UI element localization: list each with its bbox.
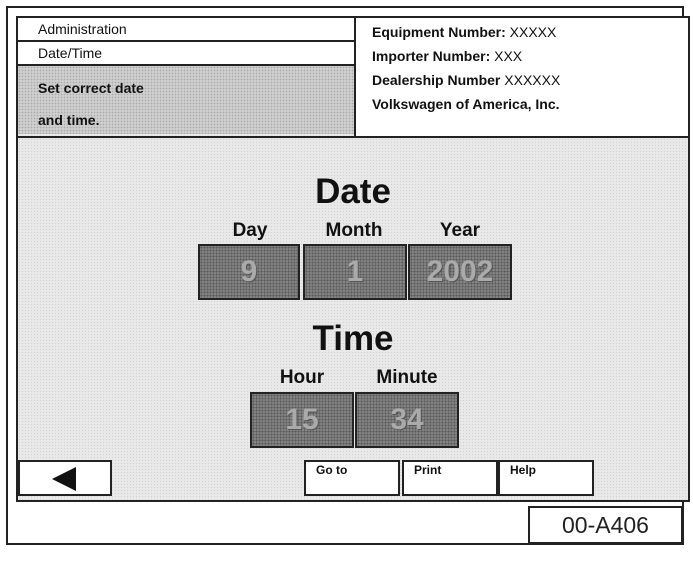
- importer-number-value: XXX: [494, 48, 523, 64]
- help-button[interactable]: Help: [498, 460, 594, 496]
- instruction-line-1: Set correct date: [38, 80, 144, 96]
- hour-label: Hour: [279, 367, 325, 388]
- importer-number-label: Importer Number:: [372, 48, 491, 64]
- year-value-field[interactable]: 2002: [408, 244, 512, 300]
- hour-value-field[interactable]: 15: [250, 392, 354, 448]
- goto-button[interactable]: Go to: [304, 460, 400, 496]
- back-button[interactable]: [18, 460, 112, 496]
- print-button[interactable]: Print: [402, 460, 498, 496]
- navigation-panel: [18, 18, 356, 138]
- instruction-panel: [18, 66, 354, 134]
- month-label: Month: [325, 220, 383, 241]
- minute-label: Minute: [376, 367, 438, 388]
- dealer-info-panel: [356, 18, 688, 138]
- device-frame: [6, 6, 684, 545]
- diagnostic-screen: [16, 16, 690, 502]
- company-name: Volkswagen of America, Inc.: [372, 96, 560, 112]
- equipment-number-row: [372, 20, 688, 44]
- figure-id-label: 00-A406: [528, 506, 683, 544]
- nav-screen-date-time[interactable]: Date/Time: [18, 42, 354, 66]
- instruction-line-2: and time.: [38, 112, 100, 128]
- back-arrow-icon: [52, 467, 76, 491]
- equipment-number-label: Equipment Number:: [372, 24, 506, 40]
- dealership-number-label: Dealership Number: [372, 72, 501, 88]
- year-label: Year: [439, 220, 481, 241]
- equipment-number-value: XXXXX: [509, 24, 557, 40]
- time-title: Time: [312, 319, 394, 358]
- nav-section-administration[interactable]: Administration: [18, 18, 354, 42]
- date-title: Date: [315, 172, 391, 211]
- day-label: Day: [232, 220, 268, 241]
- minute-value-field[interactable]: 34: [355, 392, 459, 448]
- month-value-field[interactable]: 1: [303, 244, 407, 300]
- dealership-number-value: XXXXXX: [504, 72, 561, 88]
- dealership-number-row: [372, 68, 688, 92]
- day-value-field[interactable]: 9: [198, 244, 300, 300]
- importer-number-row: [372, 44, 688, 68]
